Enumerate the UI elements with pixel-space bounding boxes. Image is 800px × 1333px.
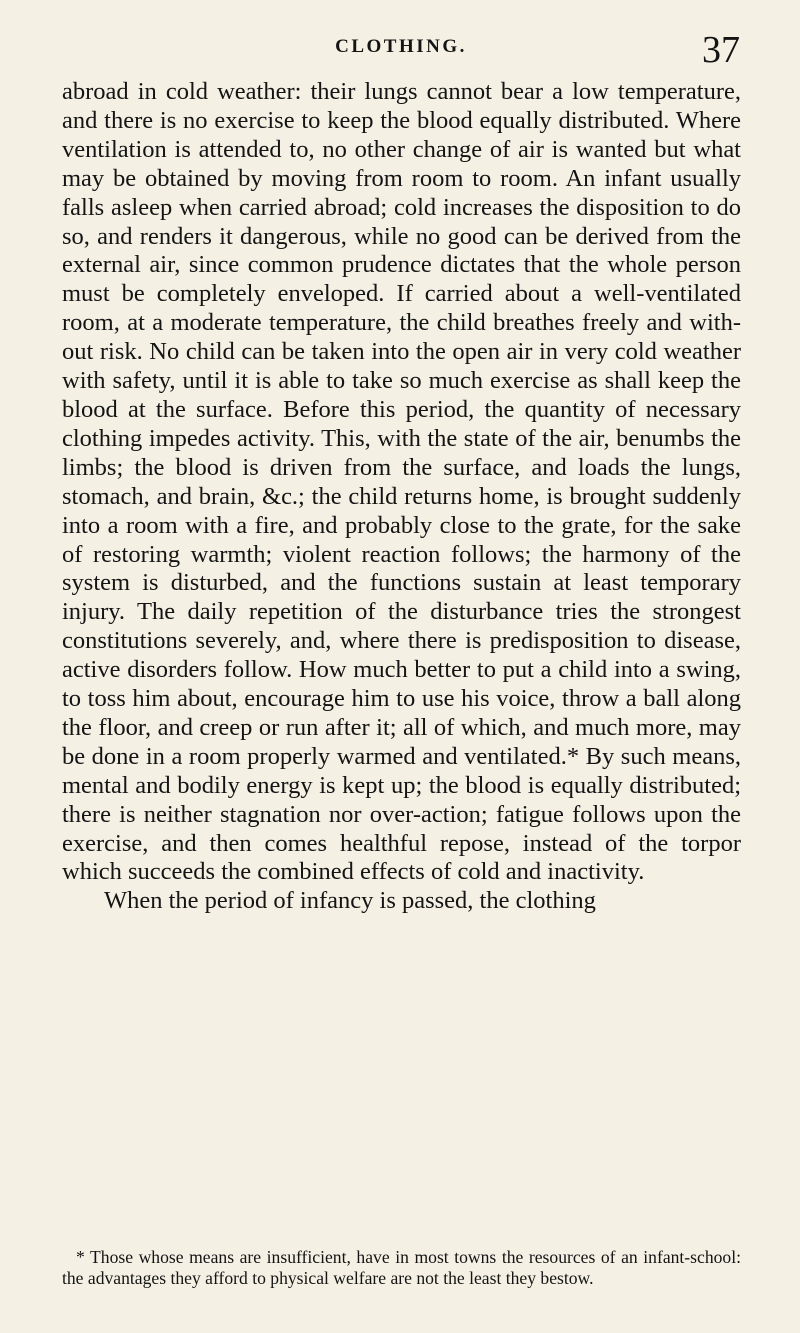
main-text bbox=[62, 78, 741, 916]
page-number: 37 bbox=[702, 29, 740, 71]
footnote: * Those whose means are insufficient, have in most towns the resources of an infant-school: the advantages they afford to physical welfare are not the least they bestow. bbox=[62, 1247, 741, 1288]
running-head bbox=[62, 30, 740, 72]
running-title: CLOTHING. bbox=[335, 36, 467, 57]
paragraph-continued: abroad in cold weather: their lungs cannot bear a low temperature, and there is no exercise to keep the blood equally distributed. Where ventilation is attended to, no other change of air is wanted but what may be obtained by moving from room to room. An infant usually falls asleep when carried abroad; cold increases the disposition to do so, and renders it dangerous, while no good can be derived from the external air, since common prudence dictates that the whole person must be completely enveloped. If carried about a well-ventilated room, at a moderate temperature, the child breathes freely and without risk. No child can be taken into the open air in very cold weather with safety, until it is able to take so much exercise as shall keep the blood at the surface. Before this period, the quantity of necessary clothing impedes activity. This, with the state of the air, benumbs the limbs; the blood is driven from the surface, and loads the lungs, stomach, and brain, &c.; the child returns home, is brought suddenly into a room with a fire, and probably close to the grate, for the sake of restoring warmth; violent reaction follows; the harmony of the system is disturbed, and the functions sustain at least temporary injury. The daily repetition of the disturbance tries the strongest constitutions severely, and, where there is predisposition to disease, active disorders follow. How much better to put a child into a swing, to toss him about, encourage him to use his voice, throw a ball along the floor, and creep or run after it; all of which, and much more, may be done in a room properly warmed and ventilated.* By such means, mental and bodily energy is kept up; the blood is equally distributed; there is neither stagnation nor over-action; fatigue follows upon the exercise, and then comes healthful repose, instead of the torpor which succeeds the combined effects of cold and inactivity. bbox=[62, 78, 741, 886]
paragraph-new: When the period of infancy is passed, the clothing bbox=[104, 887, 596, 915]
